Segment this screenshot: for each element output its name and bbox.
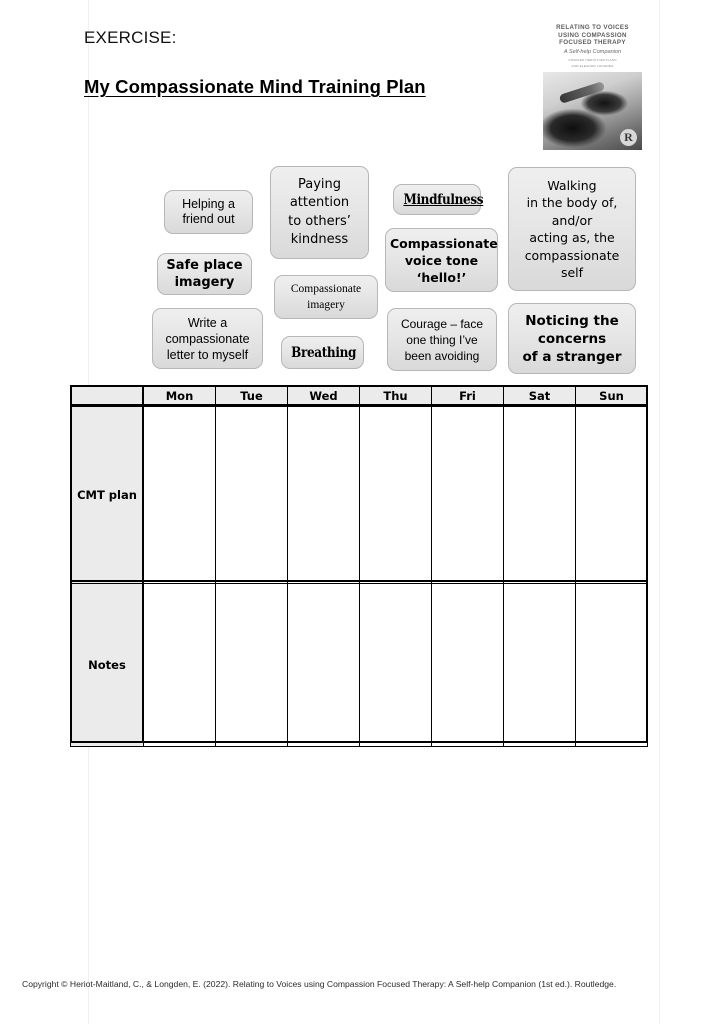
- sticker-paying-attention-kindness[interactable]: [270, 166, 369, 259]
- sticker-breathing[interactable]: [281, 336, 364, 369]
- sticker-compassionate-imagery[interactable]: [274, 275, 378, 319]
- cmt-plan-cell-sun[interactable]: [576, 407, 648, 584]
- sticker-write-a-compassionate-letter-label: Write a compassionate letter to myself: [165, 315, 250, 362]
- table-header-fri: Fri: [432, 386, 504, 407]
- copyright-footer: Copyright © Heriot-Maitland, C., & Longden, E. (2022). Relating to Voices using Compassion Focused Therapy: A Self-help Companion (1st ed.). Routledge.: [22, 979, 617, 989]
- exercise-label: EXERCISE:: [84, 28, 177, 47]
- sticker-breathing-label: Breathing: [291, 344, 357, 361]
- sticker-safe-place-imagery-label: Safe place imagery: [166, 258, 243, 290]
- book-cover-author-line-2: AND ELEANOR LONGDEN: [571, 64, 614, 69]
- book-cover-text-block: [543, 20, 642, 72]
- notes-cell-tue[interactable]: [216, 584, 288, 747]
- cmt-plan-cell-sat[interactable]: [504, 407, 576, 584]
- cmt-weekly-plan-table: [70, 385, 648, 747]
- table-header-row: [71, 386, 648, 407]
- sticker-write-a-compassionate-letter[interactable]: [152, 308, 263, 369]
- sticker-compassionate-imagery-label: Compassionate imagery: [290, 283, 362, 311]
- book-cover-title-line-3: FOCUSED THERAPY: [559, 39, 626, 47]
- table-corner-header: [71, 386, 144, 407]
- notes-cell-wed[interactable]: [288, 584, 360, 747]
- table-header-sat: Sat: [504, 386, 576, 407]
- cmt-plan-cell-mon[interactable]: [144, 407, 216, 584]
- page-margin-rule-right: [659, 0, 660, 1024]
- book-cover-title-line-2: USING COMPASSION: [558, 31, 627, 39]
- sticker-mindfulness[interactable]: [393, 184, 484, 215]
- book-cover-image: [543, 20, 642, 150]
- sticker-courage-face-one-thing-label: Courage – face one thing I’ve been avoiding: [400, 316, 484, 363]
- notes-cell-sat[interactable]: [504, 584, 576, 747]
- book-cover-subtitle: A Self-help Companion: [563, 48, 622, 55]
- notes-cell-mon[interactable]: [144, 584, 216, 747]
- notes-cell-fri[interactable]: [432, 584, 504, 747]
- cmt-plan-cell-tue[interactable]: [216, 407, 288, 584]
- sticker-mindfulness-label: Mindfulness: [403, 191, 484, 208]
- page-title: My Compassionate Mind Training Plan: [84, 76, 426, 97]
- sticker-paying-attention-kindness-label: Paying attention to others’ kindness: [288, 176, 351, 247]
- sticker-courage-face-one-thing[interactable]: [387, 308, 497, 371]
- table-row-notes: [71, 584, 648, 747]
- routledge-logo-icon: R: [620, 129, 637, 146]
- notes-cell-thu[interactable]: [360, 584, 432, 747]
- sticker-noticing-concerns-stranger-label: Noticing the concerns of a stranger: [522, 312, 622, 365]
- table-header-mon: Mon: [144, 386, 216, 407]
- table-header-sun: Sun: [576, 386, 648, 407]
- sticker-walking-in-the-body-label: Walking in the body of, and/or acting as, the compassionate self: [524, 177, 620, 280]
- cmt-plan-cell-fri[interactable]: [432, 407, 504, 584]
- book-cover-title-line-1: RELATING TO VOICES: [556, 24, 629, 31]
- table-header-thu: Thu: [360, 386, 432, 407]
- book-cover-author-line-1: CHARLES HERIOT-MAITLAND: [568, 57, 617, 62]
- sticker-walking-in-the-body[interactable]: [508, 167, 636, 291]
- sticker-helping-a-friend-out-label: Helping a friend out: [182, 197, 235, 226]
- sticker-compassionate-voice-tone-label: Compassionate voice tone ‘hello!’: [390, 235, 498, 285]
- book-cover-photo: [543, 72, 642, 150]
- table-row-cmt-plan: [71, 407, 648, 584]
- sticker-compassionate-voice-tone[interactable]: [385, 228, 498, 292]
- table-header-tue: Tue: [216, 386, 288, 407]
- row-label-notes: Notes: [71, 584, 144, 747]
- sticker-safe-place-imagery[interactable]: [157, 253, 252, 295]
- book-cover-photo-highlight: [559, 81, 606, 104]
- notes-cell-sun[interactable]: [576, 584, 648, 747]
- cmt-plan-cell-thu[interactable]: [360, 407, 432, 584]
- row-label-cmt-plan: CMT plan: [71, 407, 144, 584]
- sticker-helping-a-friend-out[interactable]: [164, 190, 253, 234]
- table-header-wed: Wed: [288, 386, 360, 407]
- sticker-noticing-concerns-stranger[interactable]: [508, 303, 636, 374]
- cmt-plan-cell-wed[interactable]: [288, 407, 360, 584]
